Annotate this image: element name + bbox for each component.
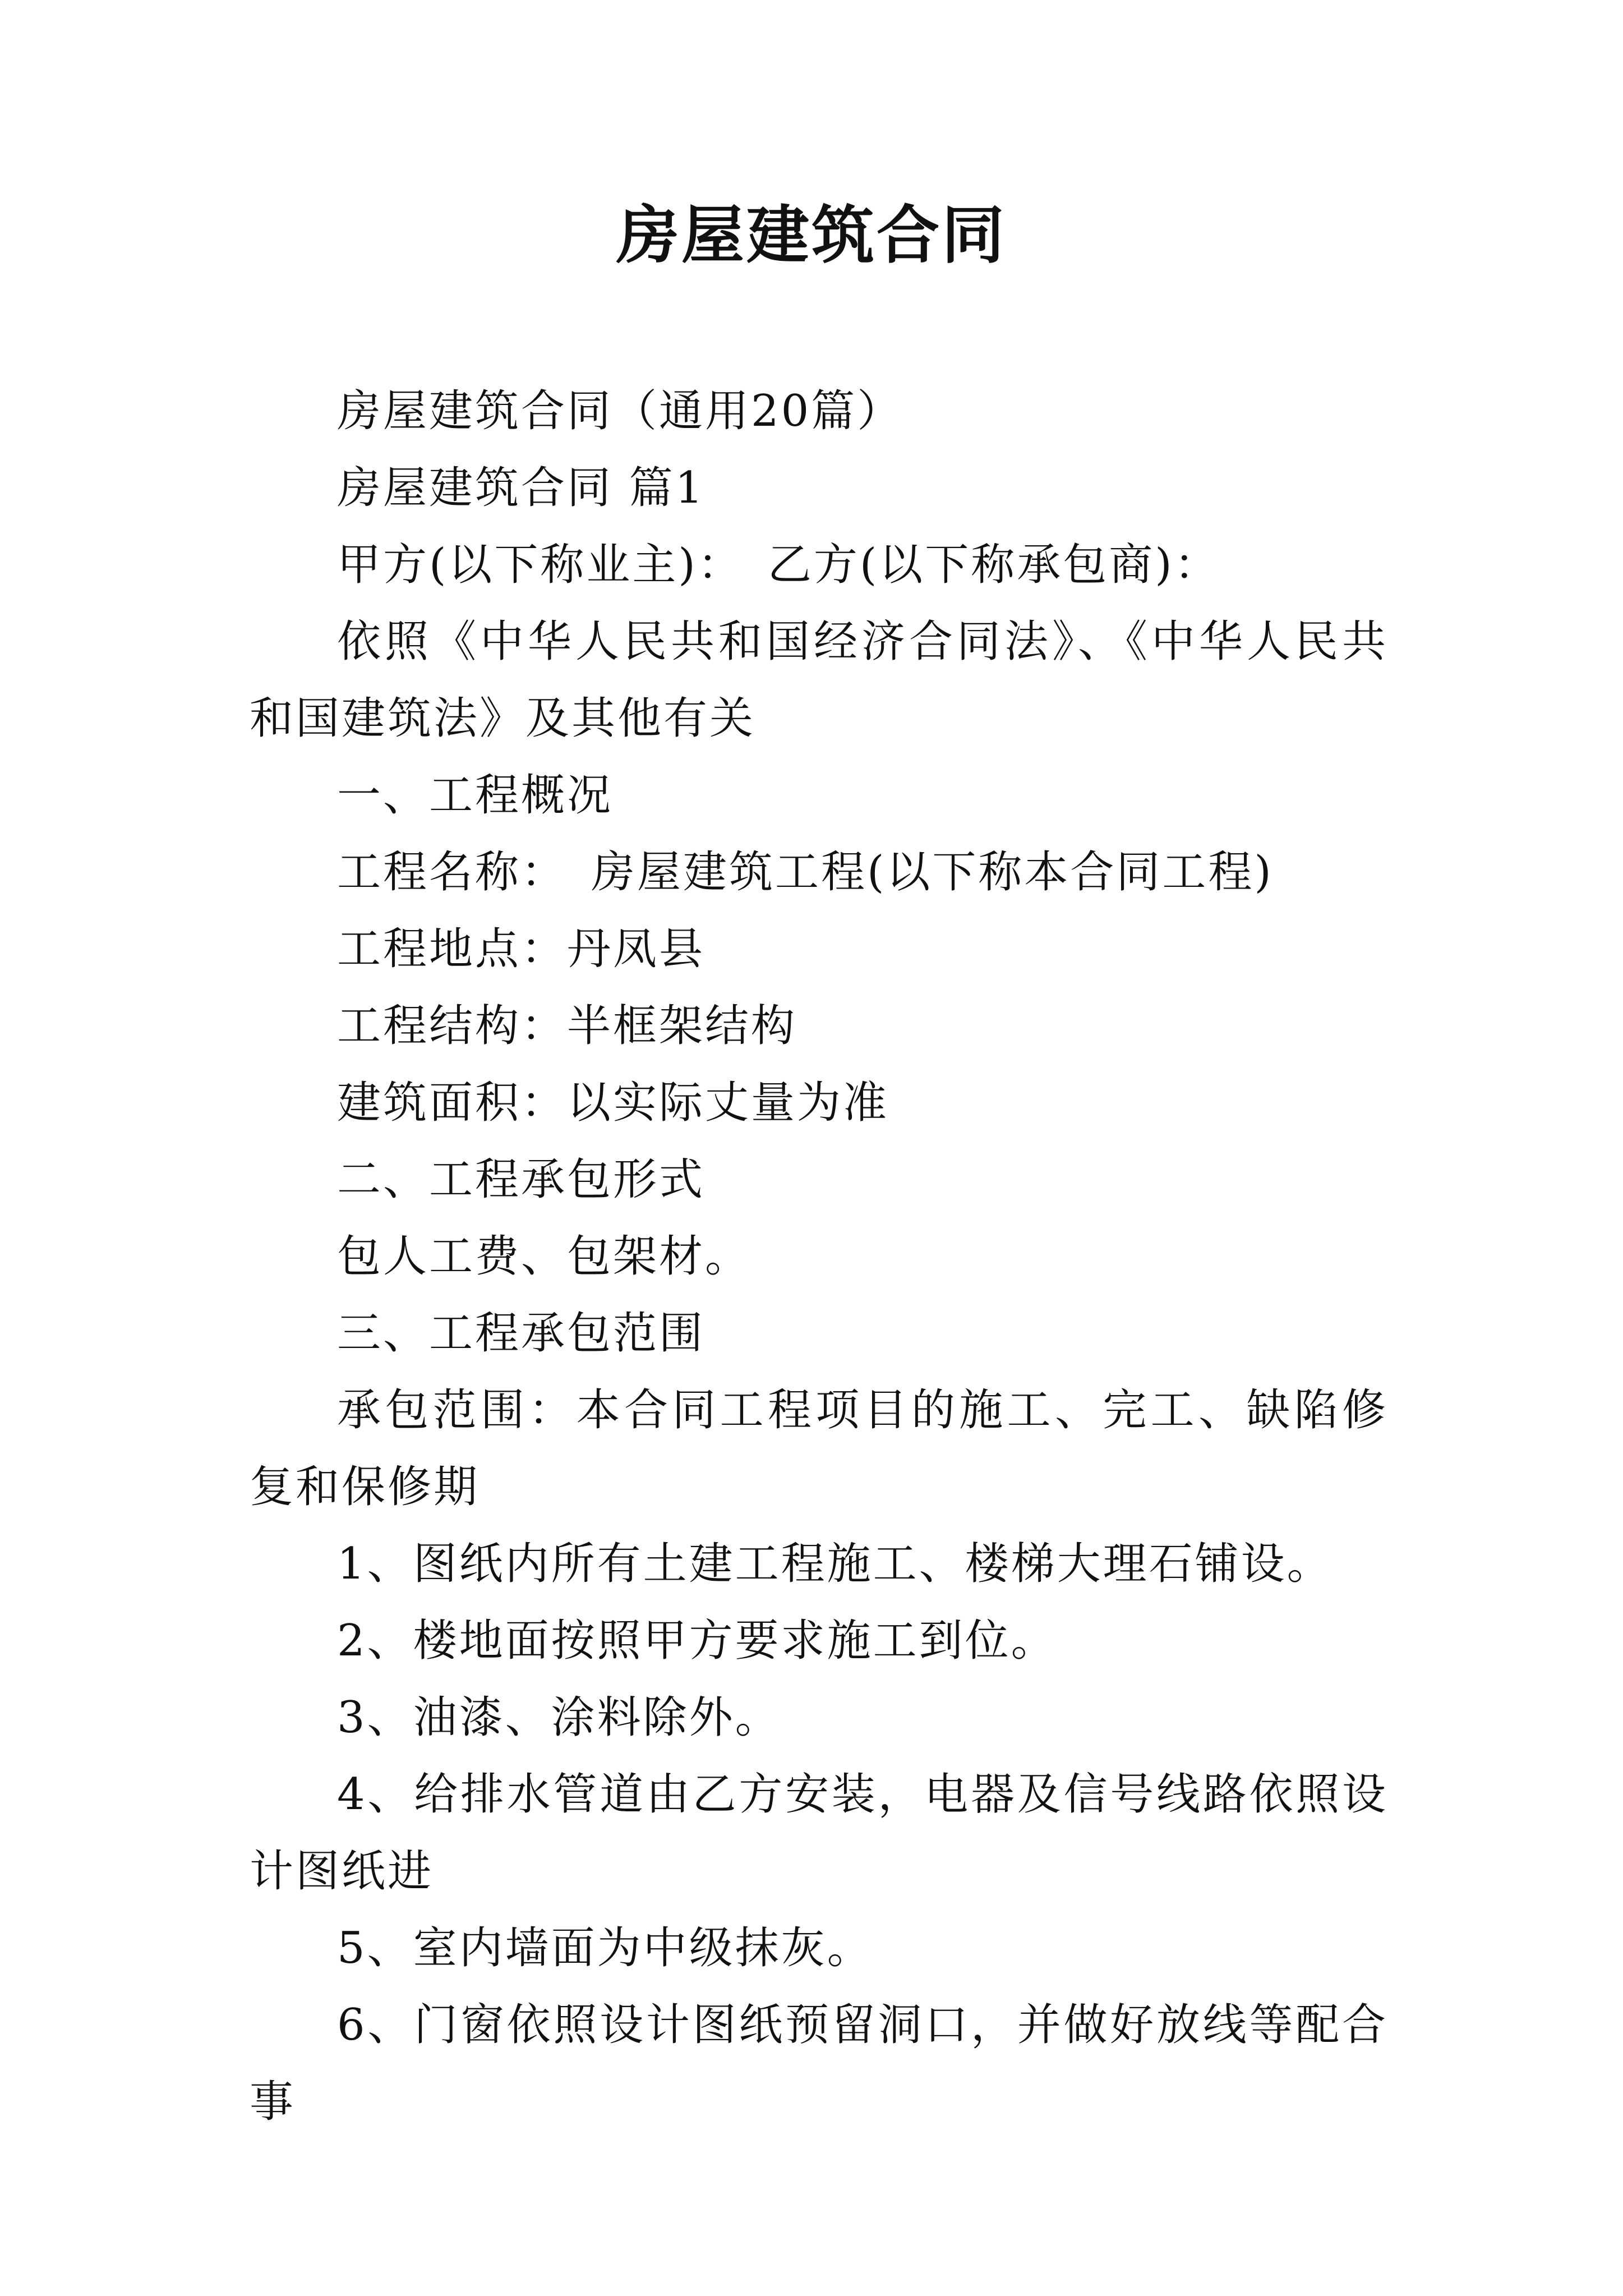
paragraph: 工程名称： 房屋建筑工程(以下称本合同工程) xyxy=(337,847,1274,898)
paragraph: 工程结构：半框架结构 xyxy=(337,1001,797,1051)
section-heading: 二、工程承包形式 xyxy=(337,1154,706,1205)
paragraph: 工程地点：丹凤县 xyxy=(337,924,706,974)
paragraph: 房屋建筑合同（通用20篇） xyxy=(337,386,903,436)
document-body xyxy=(250,373,1388,2141)
list-item: 5、室内墙面为中级抹灰。 xyxy=(337,1923,873,1973)
paragraph: 依照《中华人民共和国经济合同法》、《中华人民共和国建筑法》及其他有关 xyxy=(250,616,1388,744)
list-item: 3、油漆、涂料除外。 xyxy=(337,1692,781,1743)
document-title: 房屋建筑合同 xyxy=(616,199,1007,272)
paragraph: 建筑面积：以实际丈量为准 xyxy=(337,1078,889,1128)
section-heading: 一、工程概况 xyxy=(337,770,614,821)
section-heading: 三、工程承包范围 xyxy=(337,1308,706,1359)
paragraph: 承包范围：本合同工程项目的施工、完工、缺陷修复和保修期 xyxy=(250,1385,1388,1512)
paragraph: 甲方(以下称业主)： 乙方(以下称承包商)： xyxy=(337,540,1220,590)
list-item: 4、给排水管道由乙方安装，电器及信号线路依照设计图纸进 xyxy=(250,1769,1388,1897)
paragraph: 包人工费、包架材。 xyxy=(337,1231,751,1282)
list-item: 1、图纸内所有土建工程施工、楼梯大理石铺设。 xyxy=(337,1539,1333,1589)
list-item: 2、楼地面按照甲方要求施工到位。 xyxy=(337,1616,1057,1666)
list-item: 6、门窗依照设计图纸预留洞口，并做好放线等配合事 xyxy=(250,2000,1388,2127)
paragraph: 房屋建筑合同 篇1 xyxy=(337,463,706,513)
